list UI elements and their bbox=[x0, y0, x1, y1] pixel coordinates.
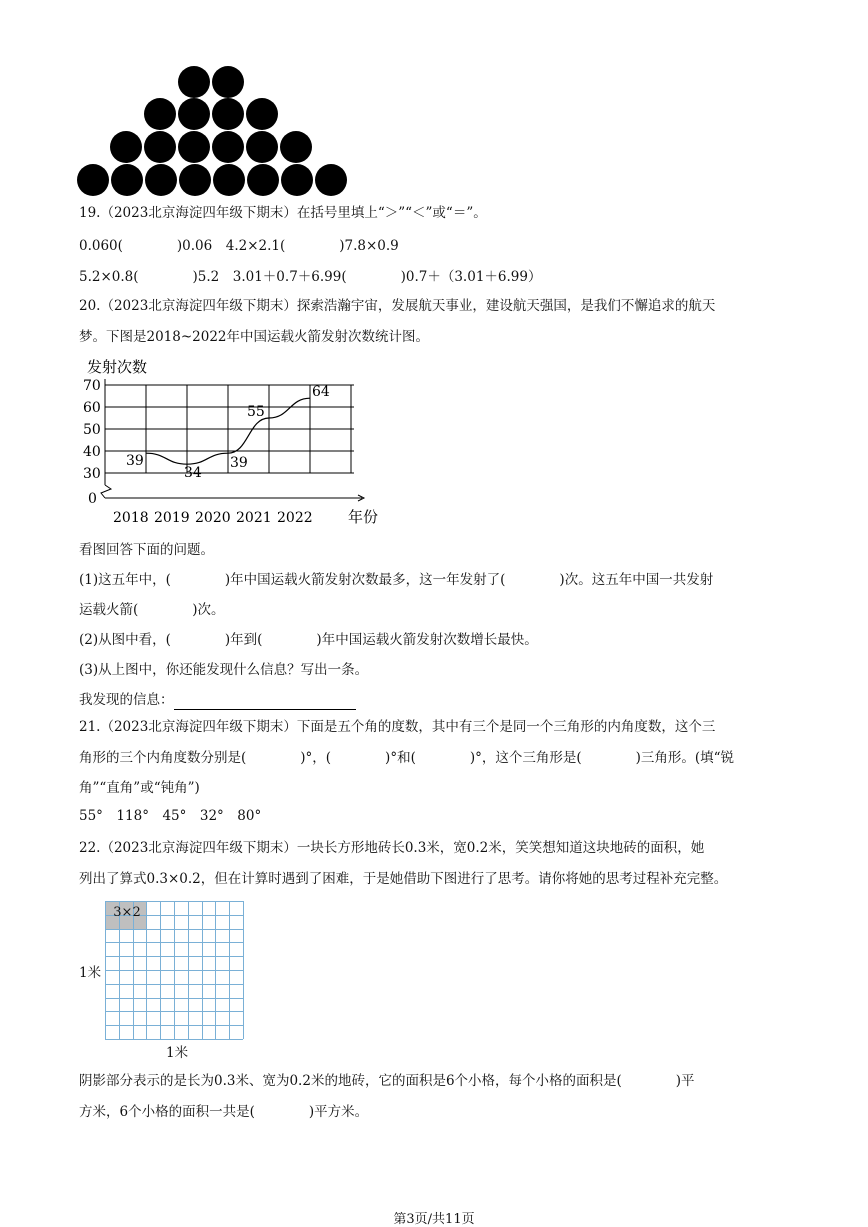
data-label: 34 bbox=[184, 465, 202, 482]
dot bbox=[212, 98, 244, 130]
axis-break bbox=[101, 485, 111, 498]
dot bbox=[144, 98, 176, 130]
dot bbox=[246, 98, 278, 130]
grid-line bbox=[105, 1011, 243, 1012]
q22-answer-line1: 阴影部分表示的是长为0.3米、宽为0.2米的地砖，它的面积是6个小格，每个小格的面积是( )平 bbox=[79, 1073, 695, 1089]
q19-row2: 5.2×0.8( )5.2 3.01＋0.7＋6.99( )0.7＋（3.01＋6.99） bbox=[79, 269, 542, 285]
dot bbox=[280, 131, 312, 163]
dot bbox=[178, 98, 210, 130]
grid-side-label: 1米 bbox=[79, 965, 102, 981]
dot bbox=[178, 131, 210, 163]
y-axis-title: 发射次数 bbox=[87, 358, 148, 376]
dot bbox=[213, 164, 245, 196]
dot bbox=[77, 164, 109, 196]
y-tick-label: 60 bbox=[83, 400, 101, 416]
x-tick-label: 2021 bbox=[236, 510, 272, 526]
dot bbox=[212, 66, 244, 98]
dot bbox=[111, 164, 143, 196]
q19-row1: 0.060( )0.06 4.2×2.1( )7.8×0.9 bbox=[79, 238, 399, 254]
y-tick-label: 0 bbox=[88, 491, 97, 507]
q20-q3: (3)从上图中，你还能发现什么信息？写出一条。 bbox=[79, 662, 369, 678]
q20-q2: (2)从图中看，( )年到( )年中国运载火箭发射次数增长最快。 bbox=[79, 632, 538, 648]
grid-line bbox=[229, 901, 230, 1039]
x-tick-label: 2022 bbox=[277, 510, 313, 526]
q20-prompt: 看图回答下面的问题。 bbox=[79, 542, 214, 558]
x-tick-label: 2019 bbox=[154, 510, 190, 526]
grid-bottom-label: 1米 bbox=[166, 1045, 189, 1061]
dot bbox=[144, 131, 176, 163]
q20-found-label: 我发现的信息： bbox=[79, 692, 174, 708]
q22-stem-line1: 22.（2023北京海淀四年级下期末）一块长方形地砖长0.3米，宽0.2米，笑笑想知道这块地砖的面积，她 bbox=[79, 840, 705, 856]
y-tick-label: 50 bbox=[83, 422, 101, 438]
dot bbox=[178, 66, 210, 98]
grid-line bbox=[188, 901, 189, 1039]
dot bbox=[212, 131, 244, 163]
grid-line bbox=[105, 998, 243, 999]
q19-stem: 19.（2023北京海淀四年级下期末）在括号里填上“＞”“＜”或“＝”。 bbox=[79, 205, 487, 221]
y-tick-label: 40 bbox=[83, 444, 101, 460]
grid-line bbox=[105, 1025, 243, 1026]
dot bbox=[281, 164, 313, 196]
q21-angles: 55° 118° 45° 32° 80° bbox=[79, 808, 262, 824]
dot bbox=[110, 131, 142, 163]
dot bbox=[179, 164, 211, 196]
data-label: 39 bbox=[230, 455, 248, 472]
grid-line bbox=[243, 901, 244, 1039]
hundred-square-grid bbox=[105, 901, 243, 1039]
dot bbox=[315, 164, 347, 196]
dot bbox=[247, 164, 279, 196]
q20-stem-line1: 20.（2023北京海淀四年级下期末）探索浩瀚宇宙，发展航天事业，建设航天强国，是我们不懈追求的航天 bbox=[79, 298, 716, 314]
x-tick-label: 2020 bbox=[195, 510, 231, 526]
q21-stem-line1: 21.（2023北京海淀四年级下期末）下面是五个角的度数，其中有三个是同一个三角形的内角度数，这个三 bbox=[79, 719, 716, 735]
dot bbox=[246, 131, 278, 163]
grid-line bbox=[105, 970, 243, 971]
q20-q1-line2: 运载火箭( )次。 bbox=[79, 602, 225, 618]
dot bbox=[145, 164, 177, 196]
launch-count-line-chart bbox=[78, 350, 398, 530]
x-tick-label: 2018 bbox=[113, 510, 149, 526]
q21-stem-line2: 角形的三个内角度数分别是( )°，( )°和( )°，这个三角形是( )三角形。(填“锐 bbox=[79, 750, 735, 766]
q22-answer-line2: 方米，6个小格的面积一共是( )平方米。 bbox=[79, 1104, 369, 1120]
data-label: 55 bbox=[247, 404, 265, 420]
grid-line bbox=[105, 1039, 243, 1040]
page-footer: 第3页/共11页 bbox=[393, 1212, 475, 1227]
data-label: 64 bbox=[312, 384, 330, 401]
data-label: 39 bbox=[126, 453, 144, 470]
y-tick-label: 70 bbox=[83, 378, 101, 394]
grid-line bbox=[202, 901, 203, 1039]
grid-line bbox=[105, 984, 243, 985]
y-tick-label: 30 bbox=[83, 466, 101, 482]
q20-stem-line2: 梦。下图是2018~2022年中国运载火箭发射次数统计图。 bbox=[79, 329, 430, 345]
q20-found-row bbox=[79, 690, 356, 710]
shaded-label: 3×2 bbox=[113, 905, 141, 920]
q21-stem-line3: 角”“直角”或“钝角”) bbox=[79, 780, 200, 796]
q22-stem-line2: 列出了算式0.3×0.2，但在计算时遇到了困难，于是她借助下图进行了思考。请你将她的思考过程补充完整。 bbox=[79, 871, 728, 887]
x-axis-title: 年份 bbox=[348, 508, 379, 526]
q20-q1-line1: (1)这五年中，( )年中国运载火箭发射次数最多，这一年发射了( )次。这五年中国一共发射 bbox=[79, 572, 714, 588]
answer-blank-line[interactable] bbox=[174, 695, 356, 710]
grid-line bbox=[215, 901, 216, 1039]
